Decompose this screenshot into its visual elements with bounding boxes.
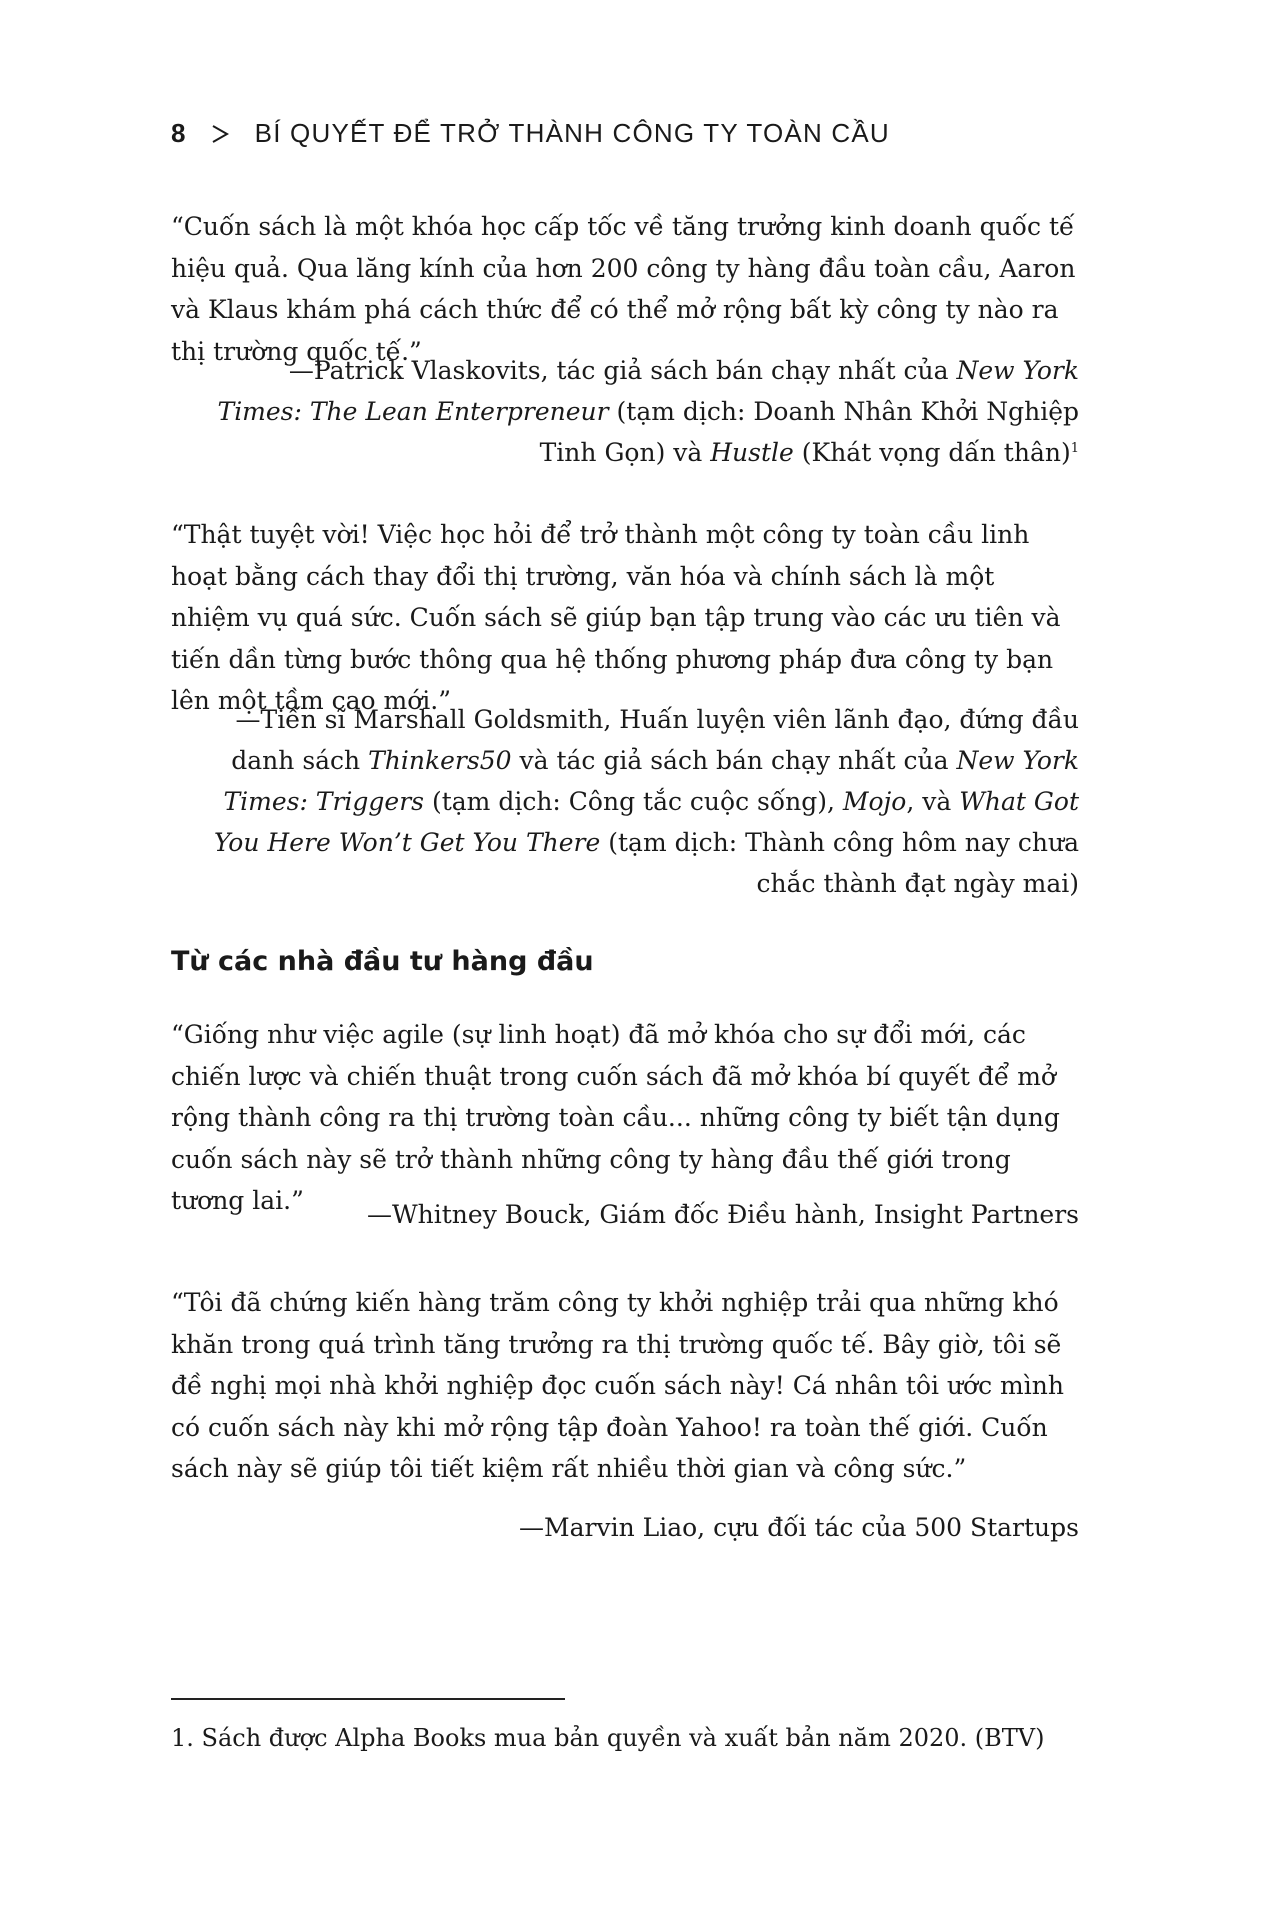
running-header — [171, 118, 890, 149]
footnote-divider — [171, 1698, 565, 1700]
quote-bouck: “Giống như việc agile (sự linh hoạt) đã mở khóa cho sự đổi mới, các chiến lược và chiến thuật trong cuốn sách đã mở khóa bí quyết để mở rộng thành công ra thị trường toàn cầu... những công ty biết tận dụng cuốn sách này sẽ trở thành những công ty hàng đầu thế giới trong tương lai.” — [171, 1020, 1060, 1215]
running-title: BÍ QUYẾT ĐỂ TRỞ THÀNH CÔNG TY TOÀN CẦU — [254, 118, 890, 148]
attribution-bouck: —Whitney Bouck, Giám đốc Điều hành, Insight Partners — [366, 1200, 1079, 1229]
page-number: 8 — [171, 118, 187, 148]
section-heading: Từ các nhà đầu tư hàng đầu — [171, 946, 594, 977]
quote-vlaskovits: “Cuốn sách là một khóa học cấp tốc về tăng trưởng kinh doanh quốc tế hiệu quả. Qua lăng kính của hơn 200 công ty hàng đầu toàn cầu, Aaron và Klaus khám phá cách thức để có thể mở rộng bất kỳ công ty nào ra thị trường quốc tế.” — [171, 212, 1076, 366]
attribution-goldsmith: —Tiến sĩ Marshall Goldsmith, Huấn luyện viên lãnh đạo, đứng đầu danh sách Thinkers50 và tác giả sách bán chạy nhất của New York Times: Triggers (tạm dịch: Công tắc cuộc sống), Mojo, và What Got You Here Won’t Get You There (tạm dịch: Thành công hôm nay chưa chắc thành đạt ngày mai) — [213, 705, 1079, 898]
attribution-liao: —Marvin Liao, cựu đối tác của 500 Startups — [519, 1513, 1079, 1542]
quote-liao: “Tôi đã chứng kiến hàng trăm công ty khởi nghiệp trải qua những khó khăn trong quá trình tăng trưởng ra thị trường quốc tế. Bây giờ, tôi sẽ đề nghị mọi nhà khởi nghiệp đọc cuốn sách này! Cá nhân tôi ước mình có cuốn sách này khi mở rộng tập đoàn Yahoo! ra toàn thế giới. Cuốn sách này sẽ giúp tôi tiết kiệm rất nhiều thời gian và công sức.” — [171, 1288, 1064, 1483]
footnote: 1. Sách được Alpha Books mua bản quyền và xuất bản năm 2020. (BTV) — [171, 1724, 1045, 1752]
chevron-right-icon — [209, 123, 231, 145]
footnote-ref: 1 — [1070, 441, 1079, 456]
attribution-vlaskovits: —Patrick Vlaskovits, tác giả sách bán chạy nhất của New York Times: The Lean Enterpreneur (tạm dịch: Doanh Nhân Khởi Nghiệp Tinh Gọn) và Hustle (Khát vọng dấn thân)$^1$ — [217, 356, 1079, 467]
quote-goldsmith: “Thật tuyệt vời! Việc học hỏi để trở thành một công ty toàn cầu linh hoạt bằng cách thay đổi thị trường, văn hóa và chính sách là một nhiệm vụ quá sức. Cuốn sách sẽ giúp bạn tập trung vào các ưu tiên và tiến dần từng bước thông qua hệ thống phương pháp đưa công ty bạn lên một tầm cao mới.” — [171, 520, 1061, 715]
